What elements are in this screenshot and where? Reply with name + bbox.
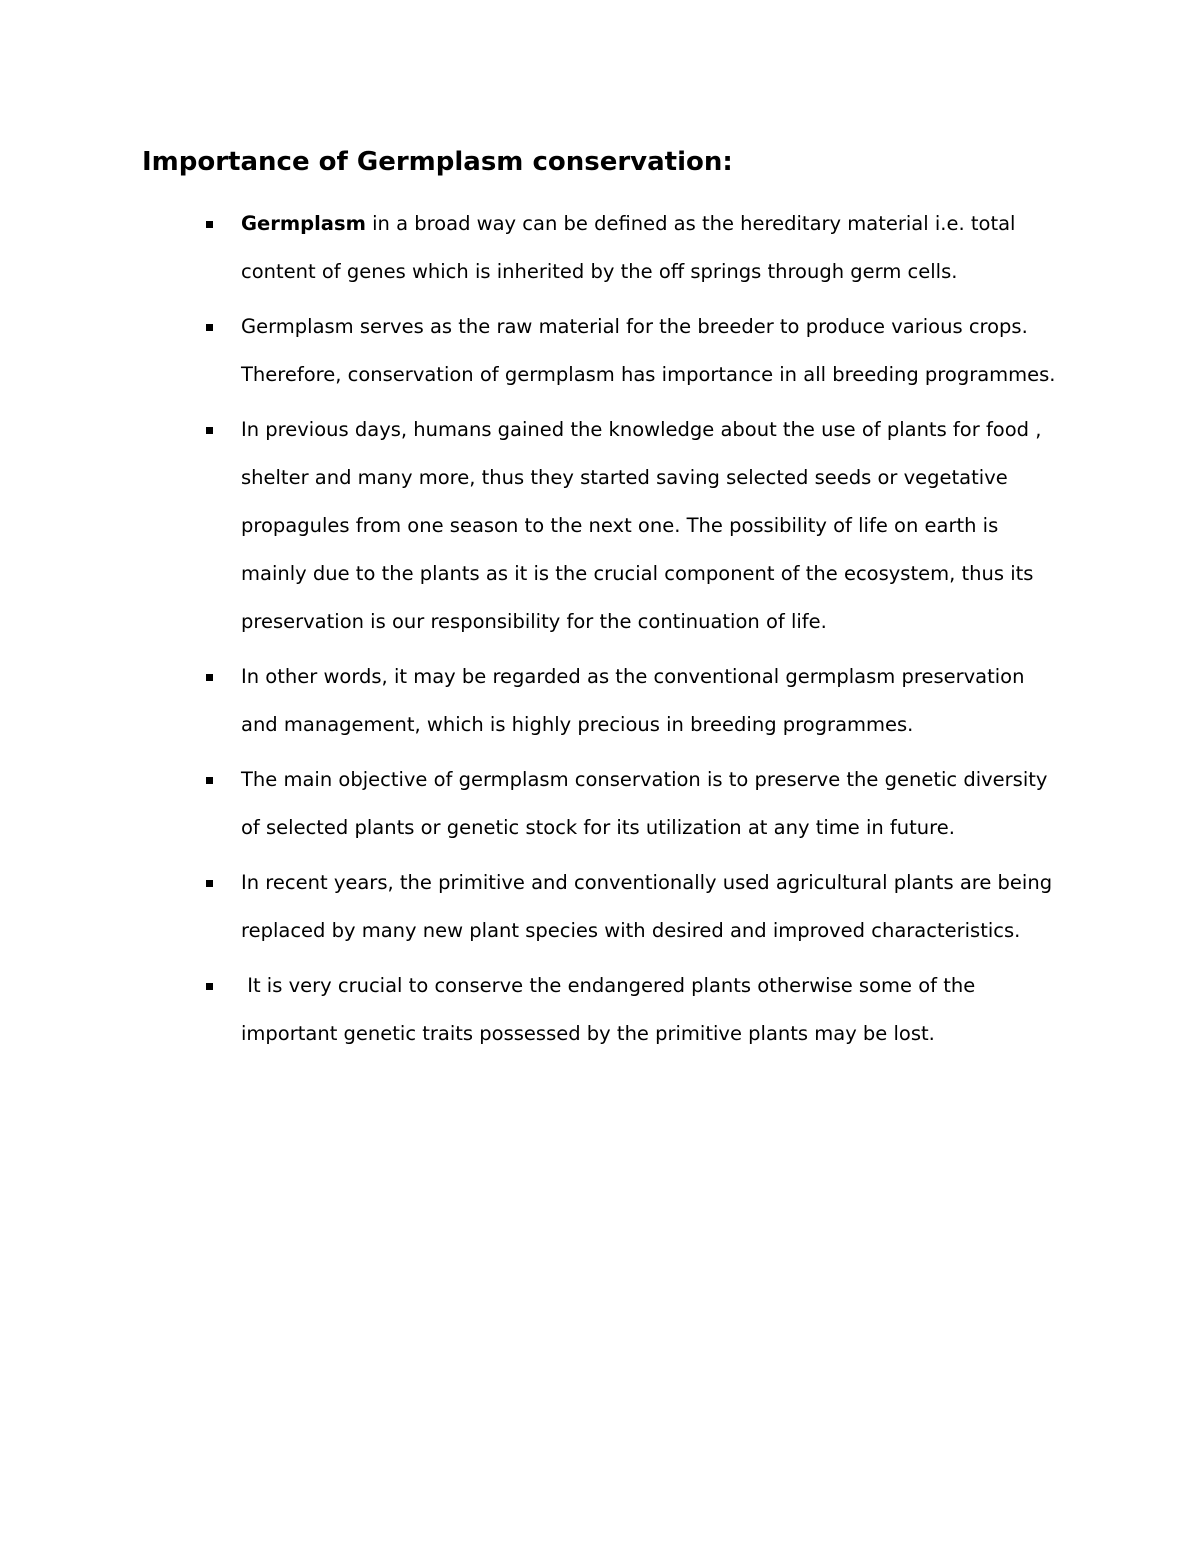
item-text: The main objective of germplasm conservation is to preserve the genetic diversity of selected plants or genetic stock for its utilization at any time in future. — [241, 768, 1048, 839]
square-bullet-icon — [206, 880, 213, 887]
list-item — [0, 653, 1200, 749]
square-bullet-icon — [206, 324, 213, 331]
list-item — [0, 962, 1200, 1058]
item-text: In other words, it may be regarded as the conventional germplasm preservation and management, which is highly precious in breeding programmes. — [241, 665, 1025, 736]
square-bullet-icon — [206, 674, 213, 681]
list-item — [0, 756, 1200, 852]
list-item — [0, 303, 1200, 399]
document-title: Importance of Germplasm conservation: — [142, 147, 733, 177]
square-bullet-icon — [206, 427, 213, 434]
square-bullet-icon — [206, 983, 213, 990]
bullet-list — [0, 200, 1200, 1065]
item-text: In previous days, humans gained the knowledge about the use of plants for food , shelter and many more, thus they started saving selected seeds or vegetative propagules from one season to the next one. The possibility of life on earth is mainly due to the plants as it is the crucial component of the ecosystem, thus its preservation is our responsibility for the continuation of life. — [241, 418, 1042, 633]
item-text: Germplasm serves as the raw material for the breeder to produce various crops. Therefore, conservation of germplasm has importance in all breeding programmes. — [241, 315, 1056, 386]
square-bullet-icon — [206, 777, 213, 784]
list-item — [0, 859, 1200, 955]
item-text: in a broad way can be defined as the hereditary material i.e. total content of genes which is inherited by the off springs through germ cells. — [241, 212, 1016, 283]
item-lead-bold: Germplasm — [241, 212, 366, 235]
item-text: It is very crucial to conserve the endangered plants otherwise some of the important genetic traits possessed by the primitive plants may be lost. — [241, 974, 982, 1045]
item-text: In recent years, the primitive and conventionally used agricultural plants are being replaced by many new plant species with desired and improved characteristics. — [241, 871, 1053, 942]
list-item — [0, 406, 1200, 646]
square-bullet-icon — [206, 221, 213, 228]
list-item — [0, 200, 1200, 296]
